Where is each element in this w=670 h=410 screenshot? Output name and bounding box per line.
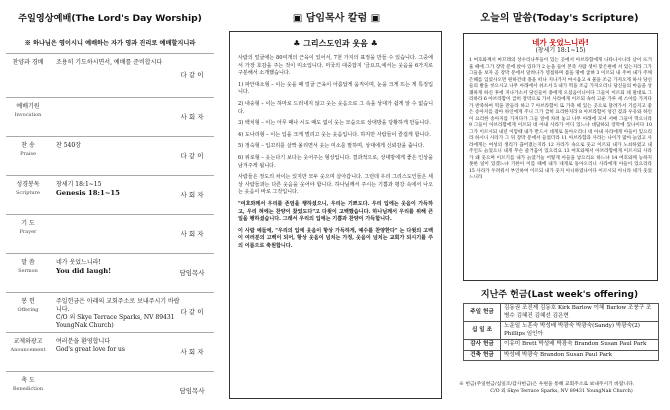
worship-row	[6, 214, 214, 253]
worship-item-sub: C/O 외 Skye Terrace Sparks, NV 89431 YoungNak Church)	[56, 314, 175, 329]
worship-item-ko: 교제와광고	[13, 338, 43, 345]
column-box	[229, 31, 442, 399]
worship-item-main: 조용히 기도하시면서, 예배를 준비합시다	[56, 59, 163, 66]
worship-item-sub: Genesis 18:1~15	[56, 189, 120, 197]
worship-item-leader: 다 같 이	[180, 152, 204, 160]
worship-order-list	[6, 53, 214, 410]
offering-table	[463, 303, 659, 361]
worship-row	[6, 371, 214, 410]
offering-row	[464, 304, 659, 322]
worship-item-main: 찬 540장	[56, 142, 81, 149]
offering-row	[464, 322, 659, 340]
worship-item-en: Scripture	[16, 190, 40, 196]
worship-item-title	[8, 259, 48, 275]
offering-note-text: ※ 헌금(주일헌금/십일조/감사헌금)은 우편을 통해 교회주소로 보내주시기 바랍니다.	[459, 382, 635, 387]
worship-item-title	[8, 338, 48, 354]
worship-item-en: Offering	[17, 307, 39, 313]
column-title: ▣ 담임목사 칼럼 ▣	[292, 13, 381, 24]
offering-type: 감사 헌금	[464, 340, 501, 351]
worship-item-en: Invocation	[14, 112, 42, 118]
worship-item-detail	[56, 298, 184, 330]
worship-item-title	[8, 220, 48, 236]
worship-item-ko: 예배기원	[16, 103, 40, 110]
worship-item-detail	[56, 59, 184, 67]
worship-row	[6, 97, 214, 136]
offering-names: 박성배 박광숙 Brandon Susan Paul Park	[501, 350, 659, 361]
column-paragraph: 5) 정숙형 – 입꼬리를 살짝 올리면서 웃는 미소를 말하며, 상대에게 신뢰감을 줍니다.	[238, 143, 425, 150]
offering-type: 건축 헌금	[464, 350, 501, 361]
offering-row	[464, 350, 659, 361]
pastor-column	[229, 0, 444, 249]
offering-note	[459, 381, 664, 395]
column-paragraph: 6) 위로형 – 웃는다기 보다는 웃어주는 형상입니다. 결과적으로, 상대방에게 좋은 인상을 남겨주게 됩니다.	[238, 154, 433, 169]
worship-item-ko: 찬 송	[21, 142, 35, 149]
offering-row	[464, 340, 659, 351]
column-paragraph: 1) 파안대소형 – 이는 웃을 때 얼굴 근육이 아름답게 움직이며, 눈을 크게 뜨는 게 특징입니다.	[238, 81, 433, 96]
column-paragraph: 2) 내숭형 – 이는 하마로 드러내지 않고 웃는 웃음으로 그 속을 상대가 쉽게 알 수 없습니다.	[238, 100, 433, 115]
offering-type: 십 일 조	[464, 322, 501, 340]
scripture-title: 오늘의 말씀(Today's Scripture)	[480, 13, 639, 24]
offering-names: 노운일 노혼숙 박성배 박광숙 박광숙(Sandy) 박광숙(2) Phillips 임인아	[501, 322, 659, 340]
worship-item-main: 주일헌금은 아래의 교회주소로 보내주시기 바랍니다.	[56, 298, 180, 313]
church-address: C/O 외 Skye Terrace Sparks, NV 89431 YoungNak Church)	[490, 389, 633, 394]
worship-item-en: Sermon	[18, 268, 38, 274]
worship-item-detail	[56, 142, 184, 150]
worship-item-ko: 성경봉독	[16, 181, 40, 188]
worship-item-ko: 봉 헌	[21, 298, 35, 305]
worship-row	[6, 53, 214, 97]
worship-item-leader: 사 회 자	[180, 113, 204, 121]
worship-row	[6, 332, 214, 371]
worship-item-leader: 담임목사	[179, 269, 205, 277]
worship-item-sub: You did laugh!	[56, 267, 112, 275]
worship-item-leader: 다 같 이	[180, 308, 204, 316]
column-paragraph: "여호와께서 우리를 존엄을 행하셨으니, 우리는 기쁘도다. 우리 입에는 웃음이 가득하고, 우리 혀에는 찬양이 찼었도다"고 다윗이 고백했습니다. 하나님께서 우리를 위해 큰 일을 행하셨습니다. 그래서 우리의 입에는 기쁨과 찬양이 가득합니다.	[238, 200, 433, 223]
worship-item-main: 여러분을 환영합니다	[56, 338, 111, 345]
worship-item-leader: 다 같 이	[180, 71, 204, 79]
worship-item-ko: 기 도	[21, 220, 35, 227]
offering-names: 김동권 조진제 김동호 Kirk Barlow 이혜 Barlow 조붕구 조병수 김혜진 김혜선 김은현	[501, 304, 659, 322]
scripture-text: 1 여호와께서 마므레의 상수리나무들이 있는 곳에서 아브라함에게 나타나시니라 날이 뜨거울 때에 그가 장막 문에 앉아 있다가 2 눈을 들어 본즉 사람 셋이 맞은편에 서 있는지라 그가 그들을 보자 곧 장막 문에서 달려나가 영접하며 몸을 땅에 굽혀 3 이르되 내 주여 내가 주께 은혜를 입었사오면 원하건대 종을 떠나 지나가지 마시옵고 4 물을 조금 가져오게 하사 당신들의 발을 씻으시고 나무 아래에서 쉬소서 5 내가 떡을 조금 가져오리니 당신들의 마음을 상쾌하게 하신 후에 지나가소서 당신들이 종에게 오셨음이니이다 그들이 이르되 네 말대로 그리하라 6 아브라함이 급히 장막으로 가서 사라에게 이르되 속히 고운 가루 세 스아를 가져다가 반죽하여 떡을 만들라 하고 7 아브라함이 또 가축 떼 있는 곳으로 달려가서 기름지고 좋은 송아지를 잡아 하인에게 주니 그가 급히 요리한지라 8 아브라함이 엉긴 젖과 우유와 하인이 요리한 송아지를 가져다가 그들 앞에 차려 놓고 나무 아래에 모셔 서매 그들이 먹으니라 9 그들이 아브라함에게 이르되 네 아내 사라가 어디 있느냐 대답하되 장막에 있나이다 10 그가 이르시되 내년 이맘때 내가 반드시 네게로 돌아오리니 네 아내 사라에게 아들이 있으리라 하시니 사라가 그 뒤 장막 문에서 들었더라 11 아브라함과 사라는 나이가 많아 늙었고 사라에게는 여성의 생리가 끊어졌는지라 12 사라가 속으로 웃고 이르되 내가 노쇠하였고 내 주인도 늙었으니 내게 무슨 즐거움이 있으리요 13 여호와께서 아브라함에게 이르시되 사라가 왜 웃으며 이르기를 내가 늙었거늘 어떻게 아들을 낳으리요 하느냐 14 여호와께 능하지 못한 일이 있겠느냐 기한이 이를 때에 내가 네게로 돌아오리니 사라에게 아들이 있으리라 15 사라가 두려워서 부인하여 이르되 내가 웃지 아니하였나이다 이르시되 아니라 네가 웃었느니라	[469, 58, 652, 180]
worship-item-en: Praise	[20, 151, 36, 157]
worship-item-leader: 담임목사	[179, 387, 205, 395]
worship-item-detail	[56, 259, 184, 275]
worship-item-main: 창세기 18:1~15	[56, 181, 102, 188]
sermon-title: 네가 웃었느니라!	[532, 38, 589, 47]
column-paragraph: 사람들은 정도의 차이는 있지만 모두 웃으며 살아갑니다. 그런데 우리 그리스도인들은 세상 사람들과는 다른 웃음을 웃어야 합니다. 하나님께서 주시는 기쁨과 평강 속에서 나오는 웃음이 바로 그것입니다.	[238, 174, 433, 196]
worship-item-ko: 찬양과 경배	[12, 59, 44, 66]
worship-item-sub: God's great love for us	[56, 346, 125, 353]
worship-item-en: Anouncement	[10, 347, 46, 353]
column-body	[238, 55, 433, 250]
worship-row	[6, 253, 214, 292]
worship-row	[6, 136, 214, 175]
worship-item-title	[8, 103, 48, 119]
column-paragraph: 3) 백치형 – 이는 아무 때나 시도 때도 없이 웃는 모습으로 상대방을 당황하게 만듭니다.	[238, 120, 431, 127]
worship-item-detail	[56, 181, 184, 197]
worship-item-leader: 사 회 자	[180, 230, 204, 238]
worship-order	[6, 0, 214, 410]
worship-item-title	[8, 298, 48, 314]
offering-names: 이유미 Brett 박성배 박광숙 Brandon Susan Paul Park	[501, 340, 659, 351]
scripture-column	[455, 0, 664, 394]
offering-type: 주일 헌금	[464, 304, 501, 322]
worship-item-main: 네가 웃었느니라!	[56, 259, 101, 266]
worship-item-leader: 사 회 자	[180, 191, 204, 199]
offering-title: 지난주 헌금(Last week's offering)	[480, 290, 639, 300]
worship-row	[6, 292, 214, 332]
worship-item-title	[8, 377, 48, 393]
worship-subtitle: ※ 하나님은 영이시니 예배하는 자가 영과 진리로 예배할지니라	[24, 40, 196, 47]
worship-title: 주일영상예배(The Lord's Day Worship)	[18, 13, 202, 24]
worship-item-en: Prayer	[19, 229, 37, 235]
worship-item-en: Benediction	[12, 386, 44, 392]
column-paragraph: 사람의 얼굴에는 80여개의 근육이 있어서, 7천 가지의 표정을 만들 수 있습니다. 그중에서 가장 호감을 주는 것이 미소입니다. 미국의 대중잡지 '금요프,에서는 웃음을 6가지로 구분해서 소개했습니다.	[238, 55, 433, 77]
worship-item-detail	[56, 338, 184, 354]
worship-item-title	[8, 59, 48, 67]
worship-item-leader: 사 회 자	[180, 348, 204, 356]
column-paragraph: 4) 도나리형 – 이는 입을 크게 벌리고 웃는 웃음입니다. 하지만 사람들이 즐겁게 합니다.	[238, 131, 431, 138]
scripture-box	[463, 33, 658, 281]
worship-item-title	[8, 181, 48, 197]
column-paragraph: 이 사람 예들에, "우리의 입에 웃음이 항상 가득하게, 예수를 찬양한다" 는 다윗의 고백이 여러분의 고백이 되어, 항상 웃음이 넘치는 가정, 웃음이 넘치는 교회가 되시기를 주의 이름으로 축원합니다.	[238, 227, 433, 249]
worship-item-title	[8, 142, 48, 158]
worship-item-ko: 말 씀	[21, 259, 35, 266]
column-heading: ♣ 그리스도인과 웃음 ♣	[293, 39, 378, 48]
worship-item-ko: 축 도	[21, 377, 35, 384]
worship-row	[6, 175, 214, 214]
scripture-reference: (창세기 18:1~15)	[535, 47, 586, 54]
